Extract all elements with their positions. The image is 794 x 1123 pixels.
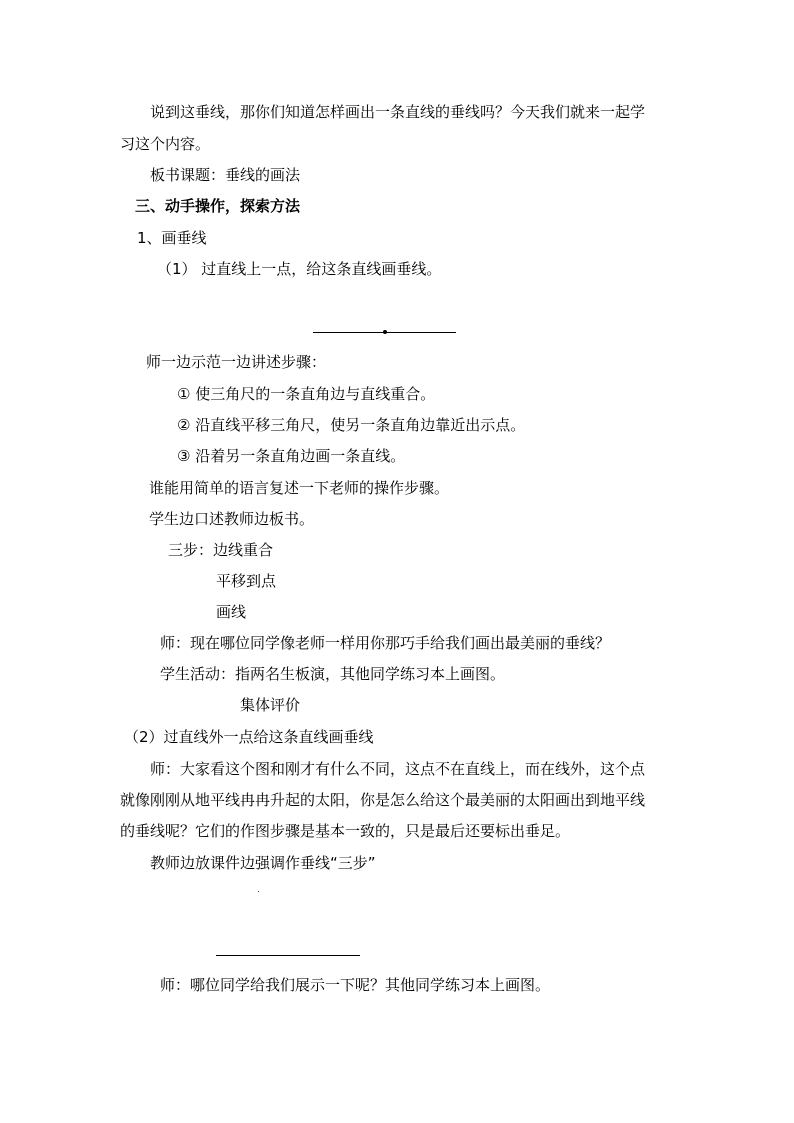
case-heading: （1） 过直线上一点，给这条直线画垂线。 (157, 260, 442, 278)
paragraph-line: 就像刚刚从地平线冉冉升起的太阳，你是怎么给这个最美丽的太阳画出到地平线 (120, 791, 646, 809)
case-heading: （2）过直线外一点给这条直线画垂线 (124, 728, 374, 746)
paragraph-line: 学生边口述教师边板书。 (149, 510, 315, 528)
paragraph-line: 的垂线呢？它们的作图步骤是基本一致的，只是最后还要标出垂足。 (120, 822, 571, 840)
student-activity: 学生活动：指两名生板演，其他同学练习本上画图。 (160, 665, 506, 683)
paragraph-line: 说到这垂线，那你们知道怎样画出一条直线的垂线吗？今天我们就来一起学 (150, 103, 646, 121)
courseware-note: 教师边放课件边强调作垂线“三步” (150, 854, 376, 872)
three-steps-label: 三步：边线重合 (168, 541, 274, 559)
final-question: 师：哪位同学给我们展示一下呢？其他同学练习本上画图。 (160, 976, 551, 994)
teacher-question: 师：现在哪位同学像老师一样用你那巧手给我们画出最美丽的垂线？ (160, 634, 611, 652)
straight-line (216, 955, 360, 956)
point-on-line (383, 330, 387, 334)
section-heading: 三、动手操作，探索方法 (135, 197, 301, 215)
step-item: ③ 沿着另一条直角边画一条直线。 (177, 447, 406, 465)
board-title: 板书课题：垂线的画法 (150, 166, 301, 184)
three-steps-item: 平移到点 (216, 572, 277, 590)
paragraph-line: 师：大家看这个图和刚才有什么不同，这点不在直线上，而在线外，这个点 (150, 760, 646, 778)
subsection-heading: 1、画垂线 (137, 229, 207, 247)
paragraph-line: 谁能用简单的语言复述一下老师的操作步骤。 (149, 479, 450, 497)
demo-intro: 师一边示范一边讲述步骤： (146, 353, 327, 371)
three-steps-item: 画线 (216, 603, 247, 621)
point-outside-line (258, 891, 259, 892)
step-item: ① 使三角尺的一条直角边与直线重合。 (177, 385, 436, 403)
collective-eval: 集体评价 (240, 696, 301, 714)
step-item: ② 沿直线平移三角尺，使另一条直角边靠近出示点。 (177, 416, 526, 434)
paragraph-line: 习这个内容。 (120, 135, 211, 153)
